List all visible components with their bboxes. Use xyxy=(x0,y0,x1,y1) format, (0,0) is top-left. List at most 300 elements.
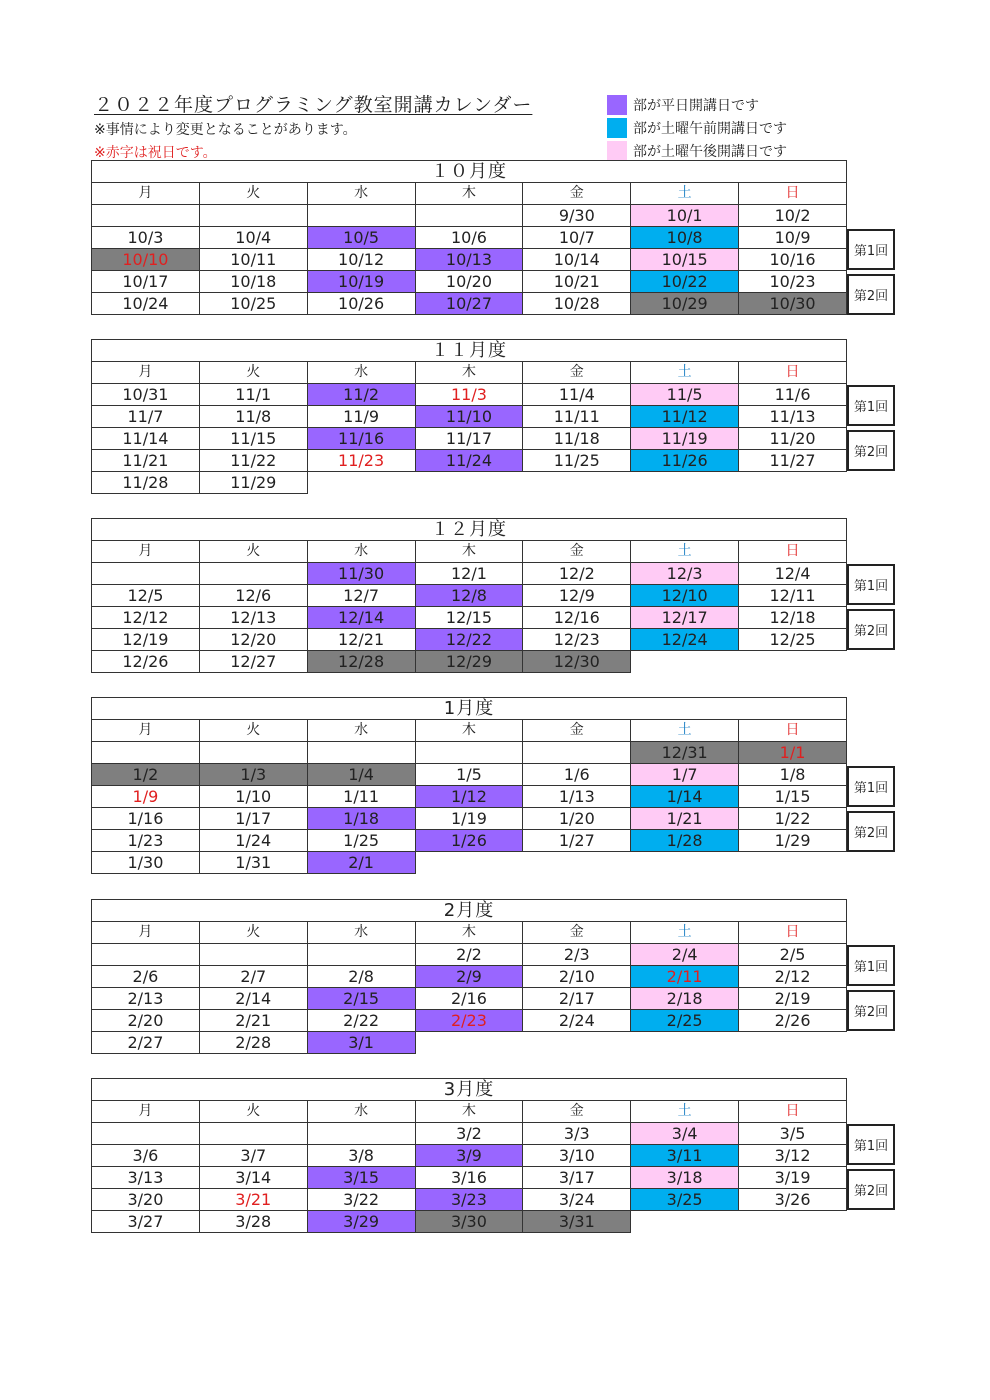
empty-slot xyxy=(739,651,847,673)
date-cell: 12/31 xyxy=(631,742,739,764)
legend-swatch-cyan xyxy=(607,118,627,138)
empty-cell xyxy=(523,742,631,764)
date-cell: 2/15 xyxy=(307,988,415,1010)
date-cell: 3/13 xyxy=(92,1167,200,1189)
date-cell: 1/17 xyxy=(199,808,307,830)
date-cell: 1/15 xyxy=(739,786,847,808)
week-row xyxy=(92,384,847,406)
date-cell: 12/9 xyxy=(523,585,631,607)
weekday-header: 水 xyxy=(307,362,415,384)
date-cell: 3/9 xyxy=(415,1145,523,1167)
weekday-header: 土 xyxy=(631,541,739,563)
date-cell: 12/7 xyxy=(307,585,415,607)
date-cell: 3/29 xyxy=(307,1211,415,1233)
weekday-header: 月 xyxy=(92,922,200,944)
date-cell: 10/5 xyxy=(307,227,415,249)
weekday-header: 月 xyxy=(92,1101,200,1123)
date-cell: 12/16 xyxy=(523,607,631,629)
month-title: 1月度 xyxy=(92,698,847,720)
date-cell: 10/4 xyxy=(199,227,307,249)
weekday-header: 金 xyxy=(523,362,631,384)
date-cell: 10/31 xyxy=(92,384,200,406)
date-cell: 3/10 xyxy=(523,1145,631,1167)
date-cell: 1/9 xyxy=(92,786,200,808)
date-cell: 10/11 xyxy=(199,249,307,271)
empty-cell xyxy=(92,205,200,227)
date-cell: 11/30 xyxy=(307,563,415,585)
weekday-header: 月 xyxy=(92,362,200,384)
weekday-header: 水 xyxy=(307,183,415,205)
date-cell: 10/25 xyxy=(199,293,307,315)
date-cell: 1/2 xyxy=(92,764,200,786)
date-cell: 3/3 xyxy=(523,1123,631,1145)
session-label: 第1回 xyxy=(847,766,895,807)
empty-slot xyxy=(523,852,631,874)
session-label: 第1回 xyxy=(847,564,895,605)
empty-slot xyxy=(631,1211,739,1233)
weekday-header: 水 xyxy=(307,720,415,742)
date-cell: 10/10 xyxy=(92,249,200,271)
date-cell: 10/26 xyxy=(307,293,415,315)
date-cell: 10/14 xyxy=(523,249,631,271)
date-cell: 1/16 xyxy=(92,808,200,830)
date-cell: 10/13 xyxy=(415,249,523,271)
weekday-header: 日 xyxy=(739,720,847,742)
date-cell: 11/26 xyxy=(631,450,739,472)
session-label: 第1回 xyxy=(847,1124,895,1165)
date-cell: 10/16 xyxy=(739,249,847,271)
empty-slot xyxy=(631,651,739,673)
week-row xyxy=(92,830,847,852)
date-cell: 3/6 xyxy=(92,1145,200,1167)
legend-label: 部が土曜午前開講日です xyxy=(633,120,787,137)
legend-label: 部が平日開講日です xyxy=(633,97,759,114)
weekday-header: 日 xyxy=(739,183,847,205)
date-cell: 10/6 xyxy=(415,227,523,249)
date-cell: 1/5 xyxy=(415,764,523,786)
empty-cell xyxy=(92,944,200,966)
weekday-header: 火 xyxy=(199,541,307,563)
date-cell: 1/28 xyxy=(631,830,739,852)
date-cell: 3/8 xyxy=(307,1145,415,1167)
date-cell: 2/18 xyxy=(631,988,739,1010)
date-cell: 1/30 xyxy=(92,852,200,874)
date-cell: 3/7 xyxy=(199,1145,307,1167)
date-cell: 10/29 xyxy=(631,293,739,315)
weekday-header: 日 xyxy=(739,362,847,384)
date-cell: 11/5 xyxy=(631,384,739,406)
weekday-header: 火 xyxy=(199,1101,307,1123)
date-cell: 2/5 xyxy=(739,944,847,966)
date-cell: 3/17 xyxy=(523,1167,631,1189)
date-cell: 11/16 xyxy=(307,428,415,450)
date-cell: 2/11 xyxy=(631,966,739,988)
calendar-table xyxy=(91,160,847,315)
week-row xyxy=(92,1211,847,1233)
date-cell: 2/7 xyxy=(199,966,307,988)
week-row xyxy=(92,563,847,585)
date-cell: 3/31 xyxy=(523,1211,631,1233)
date-cell: 11/19 xyxy=(631,428,739,450)
date-cell: 2/26 xyxy=(739,1010,847,1032)
date-cell: 2/6 xyxy=(92,966,200,988)
weekday-header: 火 xyxy=(199,362,307,384)
session-label: 第2回 xyxy=(847,811,895,852)
date-cell: 11/28 xyxy=(92,472,200,494)
weekday-header: 木 xyxy=(415,720,523,742)
weekday-header: 日 xyxy=(739,922,847,944)
week-row xyxy=(92,585,847,607)
date-cell: 2/14 xyxy=(199,988,307,1010)
date-cell: 11/20 xyxy=(739,428,847,450)
session-label: 第1回 xyxy=(847,945,895,986)
week-row xyxy=(92,966,847,988)
week-row xyxy=(92,293,847,315)
date-cell: 12/13 xyxy=(199,607,307,629)
date-cell: 2/17 xyxy=(523,988,631,1010)
session-label: 第2回 xyxy=(847,1169,895,1210)
weekday-header: 土 xyxy=(631,362,739,384)
week-row xyxy=(92,271,847,293)
date-cell: 11/13 xyxy=(739,406,847,428)
weekday-header: 月 xyxy=(92,541,200,563)
date-cell: 12/6 xyxy=(199,585,307,607)
date-cell: 1/22 xyxy=(739,808,847,830)
date-cell: 2/23 xyxy=(415,1010,523,1032)
weekday-header: 火 xyxy=(199,183,307,205)
date-cell: 11/4 xyxy=(523,384,631,406)
weekday-header: 日 xyxy=(739,541,847,563)
empty-cell xyxy=(92,742,200,764)
date-cell: 1/23 xyxy=(92,830,200,852)
empty-cell xyxy=(415,742,523,764)
date-cell: 3/5 xyxy=(739,1123,847,1145)
date-cell: 3/16 xyxy=(415,1167,523,1189)
empty-cell xyxy=(199,1123,307,1145)
month-calendar xyxy=(91,899,899,1054)
session-label: 第2回 xyxy=(847,430,895,471)
week-row xyxy=(92,651,847,673)
week-row xyxy=(92,1145,847,1167)
date-cell: 11/8 xyxy=(199,406,307,428)
month-title: １１月度 xyxy=(92,340,847,362)
empty-slot xyxy=(415,1032,523,1054)
date-cell: 2/20 xyxy=(92,1010,200,1032)
weekday-header: 金 xyxy=(523,922,631,944)
month-calendar xyxy=(91,339,899,494)
date-cell: 1/4 xyxy=(307,764,415,786)
date-cell: 11/6 xyxy=(739,384,847,406)
date-cell: 12/1 xyxy=(415,563,523,585)
legend-swatch-pink xyxy=(607,141,627,161)
date-cell: 1/20 xyxy=(523,808,631,830)
date-cell: 3/20 xyxy=(92,1189,200,1211)
date-cell: 2/12 xyxy=(739,966,847,988)
week-row xyxy=(92,944,847,966)
date-cell: 1/26 xyxy=(415,830,523,852)
session-label: 第2回 xyxy=(847,609,895,650)
weekday-header: 木 xyxy=(415,1101,523,1123)
legend-swatch-purple xyxy=(607,95,627,115)
empty-slot xyxy=(415,852,523,874)
date-cell: 3/11 xyxy=(631,1145,739,1167)
month-title: １２月度 xyxy=(92,519,847,541)
legend-item-saturday-am xyxy=(607,116,787,139)
week-row xyxy=(92,742,847,764)
date-cell: 11/21 xyxy=(92,450,200,472)
weekday-header: 金 xyxy=(523,541,631,563)
weekday-header: 金 xyxy=(523,720,631,742)
date-cell: 3/26 xyxy=(739,1189,847,1211)
date-cell: 3/18 xyxy=(631,1167,739,1189)
week-row xyxy=(92,1010,847,1032)
empty-slot xyxy=(739,472,847,494)
empty-cell xyxy=(199,563,307,585)
date-cell: 2/28 xyxy=(199,1032,307,1054)
date-cell: 1/7 xyxy=(631,764,739,786)
date-cell: 11/27 xyxy=(739,450,847,472)
date-cell: 12/2 xyxy=(523,563,631,585)
date-cell: 12/23 xyxy=(523,629,631,651)
date-cell: 10/20 xyxy=(415,271,523,293)
empty-cell xyxy=(415,205,523,227)
date-cell: 10/19 xyxy=(307,271,415,293)
date-cell: 3/21 xyxy=(199,1189,307,1211)
week-row xyxy=(92,1123,847,1145)
date-cell: 10/21 xyxy=(523,271,631,293)
empty-cell xyxy=(92,563,200,585)
date-cell: 11/24 xyxy=(415,450,523,472)
date-cell: 11/12 xyxy=(631,406,739,428)
date-cell: 3/24 xyxy=(523,1189,631,1211)
session-label: 第1回 xyxy=(847,385,895,426)
date-cell: 11/23 xyxy=(307,450,415,472)
date-cell: 1/1 xyxy=(739,742,847,764)
week-row xyxy=(92,450,847,472)
week-row xyxy=(92,764,847,786)
weekday-header: 水 xyxy=(307,922,415,944)
weekday-header: 日 xyxy=(739,1101,847,1123)
date-cell: 12/26 xyxy=(92,651,200,673)
date-cell: 3/12 xyxy=(739,1145,847,1167)
date-cell: 1/14 xyxy=(631,786,739,808)
calendar-table xyxy=(91,697,847,874)
empty-slot xyxy=(631,852,739,874)
weekday-header: 木 xyxy=(415,183,523,205)
month-calendar xyxy=(91,160,899,315)
date-cell: 10/8 xyxy=(631,227,739,249)
date-cell: 2/27 xyxy=(92,1032,200,1054)
date-cell: 11/3 xyxy=(415,384,523,406)
date-cell: 1/13 xyxy=(523,786,631,808)
empty-slot xyxy=(739,1032,847,1054)
empty-cell xyxy=(307,205,415,227)
date-cell: 12/22 xyxy=(415,629,523,651)
week-row xyxy=(92,428,847,450)
session-label: 第2回 xyxy=(847,990,895,1031)
date-cell: 10/7 xyxy=(523,227,631,249)
date-cell: 12/14 xyxy=(307,607,415,629)
empty-slot xyxy=(739,1211,847,1233)
weekday-header: 水 xyxy=(307,1101,415,1123)
date-cell: 3/2 xyxy=(415,1123,523,1145)
date-cell: 2/4 xyxy=(631,944,739,966)
empty-slot xyxy=(415,472,523,494)
holiday-notice: ※赤字は祝日です。 xyxy=(94,145,217,161)
empty-cell xyxy=(307,944,415,966)
date-cell: 2/24 xyxy=(523,1010,631,1032)
calendar-table xyxy=(91,518,847,673)
week-row xyxy=(92,808,847,830)
empty-cell xyxy=(199,944,307,966)
date-cell: 11/25 xyxy=(523,450,631,472)
empty-cell xyxy=(199,742,307,764)
date-cell: 2/25 xyxy=(631,1010,739,1032)
date-cell: 10/15 xyxy=(631,249,739,271)
date-cell: 11/29 xyxy=(199,472,307,494)
weekday-header: 木 xyxy=(415,541,523,563)
date-cell: 12/11 xyxy=(739,585,847,607)
empty-cell xyxy=(307,742,415,764)
session-label: 第1回 xyxy=(847,229,895,270)
date-cell: 10/9 xyxy=(739,227,847,249)
weekday-header: 土 xyxy=(631,720,739,742)
date-cell: 11/15 xyxy=(199,428,307,450)
date-cell: 3/28 xyxy=(199,1211,307,1233)
date-cell: 10/28 xyxy=(523,293,631,315)
empty-cell xyxy=(199,205,307,227)
date-cell: 1/8 xyxy=(739,764,847,786)
date-cell: 10/3 xyxy=(92,227,200,249)
date-cell: 10/18 xyxy=(199,271,307,293)
date-cell: 11/18 xyxy=(523,428,631,450)
date-cell: 11/2 xyxy=(307,384,415,406)
month-calendar xyxy=(91,518,899,673)
date-cell: 12/5 xyxy=(92,585,200,607)
empty-slot xyxy=(631,472,739,494)
date-cell: 11/11 xyxy=(523,406,631,428)
legend xyxy=(607,93,787,162)
week-row xyxy=(92,1189,847,1211)
date-cell: 12/18 xyxy=(739,607,847,629)
weekday-header: 月 xyxy=(92,720,200,742)
date-cell: 2/21 xyxy=(199,1010,307,1032)
date-cell: 2/16 xyxy=(415,988,523,1010)
date-cell: 10/22 xyxy=(631,271,739,293)
date-cell: 11/17 xyxy=(415,428,523,450)
date-cell: 10/23 xyxy=(739,271,847,293)
date-cell: 1/29 xyxy=(739,830,847,852)
change-notice: ※事情により変更となることがあります。 xyxy=(94,122,357,138)
legend-label: 部が土曜午後開講日です xyxy=(633,143,787,160)
date-cell: 2/2 xyxy=(415,944,523,966)
date-cell: 12/15 xyxy=(415,607,523,629)
calendar-table xyxy=(91,899,847,1054)
week-row xyxy=(92,1032,847,1054)
date-cell: 10/17 xyxy=(92,271,200,293)
date-cell: 11/9 xyxy=(307,406,415,428)
date-cell: 12/29 xyxy=(415,651,523,673)
date-cell: 11/22 xyxy=(199,450,307,472)
weekday-header: 土 xyxy=(631,183,739,205)
date-cell: 1/27 xyxy=(523,830,631,852)
week-row xyxy=(92,1167,847,1189)
date-cell: 3/23 xyxy=(415,1189,523,1211)
empty-cell xyxy=(92,1123,200,1145)
weekday-header: 金 xyxy=(523,1101,631,1123)
page-title: ２０２２年度プログラミング教室開講カレンダー xyxy=(94,94,533,116)
weekday-header: 木 xyxy=(415,362,523,384)
month-calendar xyxy=(91,697,899,874)
date-cell: 2/10 xyxy=(523,966,631,988)
date-cell: 1/25 xyxy=(307,830,415,852)
empty-slot xyxy=(631,1032,739,1054)
calendar-table xyxy=(91,1078,847,1233)
date-cell: 12/12 xyxy=(92,607,200,629)
date-cell: 10/27 xyxy=(415,293,523,315)
date-cell: 12/24 xyxy=(631,629,739,651)
date-cell: 11/1 xyxy=(199,384,307,406)
week-row xyxy=(92,629,847,651)
date-cell: 12/3 xyxy=(631,563,739,585)
date-cell: 12/4 xyxy=(739,563,847,585)
date-cell: 3/15 xyxy=(307,1167,415,1189)
date-cell: 1/6 xyxy=(523,764,631,786)
week-row xyxy=(92,249,847,271)
date-cell: 12/25 xyxy=(739,629,847,651)
weekday-header: 月 xyxy=(92,183,200,205)
date-cell: 11/7 xyxy=(92,406,200,428)
date-cell: 2/22 xyxy=(307,1010,415,1032)
date-cell: 3/30 xyxy=(415,1211,523,1233)
week-row xyxy=(92,607,847,629)
date-cell: 3/19 xyxy=(739,1167,847,1189)
date-cell: 10/1 xyxy=(631,205,739,227)
date-cell: 12/20 xyxy=(199,629,307,651)
date-cell: 1/24 xyxy=(199,830,307,852)
month-title: 2月度 xyxy=(92,900,847,922)
weekday-header: 土 xyxy=(631,1101,739,1123)
date-cell: 2/8 xyxy=(307,966,415,988)
date-cell: 12/27 xyxy=(199,651,307,673)
date-cell: 2/3 xyxy=(523,944,631,966)
date-cell: 1/19 xyxy=(415,808,523,830)
month-title: 3月度 xyxy=(92,1079,847,1101)
date-cell: 1/10 xyxy=(199,786,307,808)
date-cell: 12/8 xyxy=(415,585,523,607)
weekday-header: 水 xyxy=(307,541,415,563)
date-cell: 3/27 xyxy=(92,1211,200,1233)
date-cell: 1/21 xyxy=(631,808,739,830)
empty-slot xyxy=(307,472,415,494)
calendar-table xyxy=(91,339,847,494)
week-row xyxy=(92,406,847,428)
date-cell: 3/25 xyxy=(631,1189,739,1211)
week-row xyxy=(92,472,847,494)
date-cell: 1/31 xyxy=(199,852,307,874)
week-row xyxy=(92,988,847,1010)
date-cell: 3/14 xyxy=(199,1167,307,1189)
date-cell: 1/11 xyxy=(307,786,415,808)
date-cell: 9/30 xyxy=(523,205,631,227)
legend-item-saturday-pm xyxy=(607,139,787,162)
date-cell: 12/30 xyxy=(523,651,631,673)
date-cell: 10/24 xyxy=(92,293,200,315)
date-cell: 10/12 xyxy=(307,249,415,271)
weekday-header: 木 xyxy=(415,922,523,944)
date-cell: 1/12 xyxy=(415,786,523,808)
empty-cell xyxy=(307,1123,415,1145)
